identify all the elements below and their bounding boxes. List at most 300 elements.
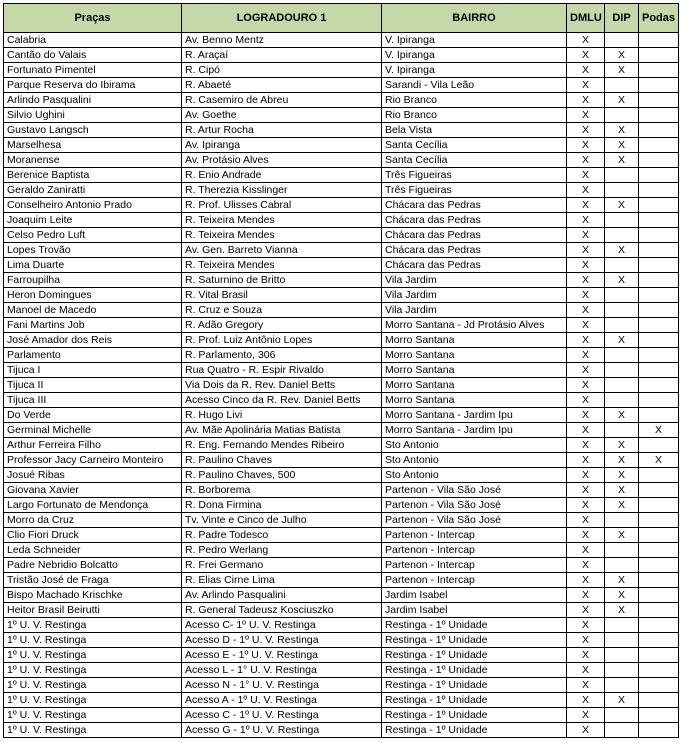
dmlu-cell: X xyxy=(567,378,605,393)
praca-cell: Germinal Michelle xyxy=(4,423,182,438)
praca-cell: Silvio Ughini xyxy=(4,108,182,123)
dip-cell xyxy=(605,393,639,408)
logradouro-cell: R. Prof. Ulisses Cabral xyxy=(182,198,382,213)
dmlu-cell: X xyxy=(567,153,605,168)
dip-cell: X xyxy=(605,453,639,468)
table-row xyxy=(4,723,679,738)
dip-cell xyxy=(605,513,639,528)
dip-cell: X xyxy=(605,693,639,708)
table-row xyxy=(4,333,679,348)
header-podas: Podas xyxy=(639,4,679,33)
bairro-cell: Rio Branco xyxy=(382,93,567,108)
table-row xyxy=(4,168,679,183)
praca-cell: Bispo Machado Krischke xyxy=(4,588,182,603)
dmlu-cell: X xyxy=(567,618,605,633)
dmlu-cell: X xyxy=(567,648,605,663)
logradouro-cell: Acesso N - 1° U. V. Restinga xyxy=(182,678,382,693)
table-body xyxy=(4,33,679,738)
praca-cell: Fani Martins Job xyxy=(4,318,182,333)
bairro-cell: Partenon - Vila São José xyxy=(382,483,567,498)
dmlu-cell: X xyxy=(567,603,605,618)
logradouro-cell: Acesso Cinco da R. Rev. Daniel Betts xyxy=(182,393,382,408)
dmlu-cell: X xyxy=(567,528,605,543)
praca-cell: Calabria xyxy=(4,33,182,48)
bairro-cell: Três Figueiras xyxy=(382,168,567,183)
praca-cell: Berenice Baptista xyxy=(4,168,182,183)
table-row xyxy=(4,423,679,438)
bairro-cell: Bela Vista xyxy=(382,123,567,138)
dip-cell xyxy=(605,168,639,183)
table-row xyxy=(4,348,679,363)
dip-cell xyxy=(605,708,639,723)
praca-cell: 1º U. V. Restinga xyxy=(4,618,182,633)
header-dmlu: DMLU xyxy=(567,4,605,33)
header-bairro: BAIRRO xyxy=(382,4,567,33)
table-row xyxy=(4,243,679,258)
logradouro-cell: Acesso C- 1º U. V. Restinga xyxy=(182,618,382,633)
logradouro-cell: R. Padre Todesco xyxy=(182,528,382,543)
bairro-cell: Morro Santana xyxy=(382,363,567,378)
dip-cell: X xyxy=(605,138,639,153)
dip-cell xyxy=(605,318,639,333)
dmlu-cell: X xyxy=(567,108,605,123)
dmlu-cell: X xyxy=(567,438,605,453)
logradouro-cell: R. Enio Andrade xyxy=(182,168,382,183)
dip-cell: X xyxy=(605,603,639,618)
praca-cell: 1º U. V. Restinga xyxy=(4,633,182,648)
logradouro-cell: Av. Ipiranga xyxy=(182,138,382,153)
bairro-cell: Chácara das Pedras xyxy=(382,258,567,273)
dip-cell: X xyxy=(605,468,639,483)
table-row xyxy=(4,183,679,198)
praca-cell: Josué Ribas xyxy=(4,468,182,483)
logradouro-cell: Av. Gen. Barreto Vianna xyxy=(182,243,382,258)
logradouro-cell: Acesso A - 1º U. V. Restinga xyxy=(182,693,382,708)
bairro-cell: Morro Santana xyxy=(382,348,567,363)
logradouro-cell: R. General Tadeusz Kosciuszko xyxy=(182,603,382,618)
podas-cell xyxy=(639,153,679,168)
bairro-cell: V. Ipiranga xyxy=(382,33,567,48)
podas-cell xyxy=(639,438,679,453)
table-row xyxy=(4,453,679,468)
bairro-cell: Chácara das Pedras xyxy=(382,213,567,228)
dip-cell xyxy=(605,348,639,363)
praca-cell: Parlamento xyxy=(4,348,182,363)
logradouro-cell: R. Araçaí xyxy=(182,48,382,63)
table-row xyxy=(4,363,679,378)
bairro-cell: Rio Branco xyxy=(382,108,567,123)
table-row xyxy=(4,288,679,303)
dip-cell xyxy=(605,183,639,198)
podas-cell xyxy=(639,333,679,348)
praca-cell: 1º U. V. Restinga xyxy=(4,678,182,693)
dip-cell: X xyxy=(605,48,639,63)
logradouro-cell: R. Adão Gregory xyxy=(182,318,382,333)
podas-cell xyxy=(639,243,679,258)
dmlu-cell: X xyxy=(567,543,605,558)
dmlu-cell: X xyxy=(567,588,605,603)
table-row xyxy=(4,303,679,318)
dip-cell xyxy=(605,213,639,228)
dmlu-cell: X xyxy=(567,408,605,423)
dip-cell: X xyxy=(605,153,639,168)
podas-cell xyxy=(639,723,679,738)
table-row xyxy=(4,543,679,558)
dip-cell: X xyxy=(605,333,639,348)
dip-cell: X xyxy=(605,483,639,498)
dmlu-cell: X xyxy=(567,273,605,288)
bairro-cell: Restinga - 1º Unidade xyxy=(382,633,567,648)
podas-cell xyxy=(639,663,679,678)
table-row xyxy=(4,33,679,48)
dip-cell xyxy=(605,108,639,123)
dmlu-cell: X xyxy=(567,393,605,408)
bairro-cell: Sto Antonio xyxy=(382,438,567,453)
dmlu-cell: X xyxy=(567,453,605,468)
praca-cell: Manoel de Macedo xyxy=(4,303,182,318)
praca-cell: Marselhesa xyxy=(4,138,182,153)
dmlu-cell: X xyxy=(567,123,605,138)
bairro-cell: Chácara das Pedras xyxy=(382,228,567,243)
podas-cell xyxy=(639,33,679,48)
dip-cell xyxy=(605,78,639,93)
podas-cell xyxy=(639,183,679,198)
podas-cell: X xyxy=(639,453,679,468)
podas-cell xyxy=(639,138,679,153)
logradouro-cell: R. Casemiro de Abreu xyxy=(182,93,382,108)
praca-cell: Arlindo Pasqualini xyxy=(4,93,182,108)
dmlu-cell: X xyxy=(567,423,605,438)
dip-cell xyxy=(605,558,639,573)
bairro-cell: Restinga - 1º Unidade xyxy=(382,663,567,678)
praca-cell: 1º U. V. Restinga xyxy=(4,693,182,708)
bairro-cell: Santa Cecília xyxy=(382,138,567,153)
table-row xyxy=(4,663,679,678)
podas-cell xyxy=(639,168,679,183)
table-row xyxy=(4,513,679,528)
podas-cell xyxy=(639,48,679,63)
table-row xyxy=(4,468,679,483)
table-row xyxy=(4,198,679,213)
table-row xyxy=(4,378,679,393)
table-row xyxy=(4,558,679,573)
dip-cell: X xyxy=(605,63,639,78)
logradouro-cell: R. Therezia Kisslinger xyxy=(182,183,382,198)
logradouro-cell: R. Teixeira Mendes xyxy=(182,228,382,243)
bairro-cell: Restinga - 1º Unidade xyxy=(382,693,567,708)
dmlu-cell: X xyxy=(567,468,605,483)
table-row xyxy=(4,318,679,333)
podas-cell xyxy=(639,678,679,693)
bairro-cell: Morro Santana xyxy=(382,378,567,393)
logradouro-cell: Tv. Vinte e Cinco de Julho xyxy=(182,513,382,528)
logradouro-cell: R. Pedro Werlang xyxy=(182,543,382,558)
dip-cell xyxy=(605,363,639,378)
table-row xyxy=(4,138,679,153)
dmlu-cell: X xyxy=(567,33,605,48)
praca-cell: Leda Schneider xyxy=(4,543,182,558)
table-row xyxy=(4,693,679,708)
dip-cell xyxy=(605,258,639,273)
podas-cell xyxy=(639,588,679,603)
praca-cell: Padre Nebridio Bolcatto xyxy=(4,558,182,573)
header-pracas: Praças xyxy=(4,4,182,33)
bairro-cell: Sarandi - Vila Leão xyxy=(382,78,567,93)
logradouro-cell: Rua Quatro - R. Espir Rivaldo xyxy=(182,363,382,378)
praca-cell: Conselheiro Antonio Prado xyxy=(4,198,182,213)
dmlu-cell: X xyxy=(567,513,605,528)
podas-cell: X xyxy=(639,423,679,438)
dip-cell xyxy=(605,288,639,303)
logradouro-cell: R. Teixeira Mendes xyxy=(182,258,382,273)
dmlu-cell: X xyxy=(567,93,605,108)
praca-cell: Tijuca II xyxy=(4,378,182,393)
table-row xyxy=(4,78,679,93)
bairro-cell: V. Ipiranga xyxy=(382,63,567,78)
dmlu-cell: X xyxy=(567,258,605,273)
dmlu-cell: X xyxy=(567,213,605,228)
praca-cell: 1º U. V. Restinga xyxy=(4,708,182,723)
bairro-cell: Sto Antonio xyxy=(382,453,567,468)
podas-cell xyxy=(639,213,679,228)
logradouro-cell: R. Cruz e Souza xyxy=(182,303,382,318)
podas-cell xyxy=(639,408,679,423)
dip-cell: X xyxy=(605,123,639,138)
podas-cell xyxy=(639,198,679,213)
podas-cell xyxy=(639,363,679,378)
praca-cell: Fortunato Pimentel xyxy=(4,63,182,78)
logradouro-cell: R. Paulino Chaves xyxy=(182,453,382,468)
dip-cell xyxy=(605,543,639,558)
table-row xyxy=(4,498,679,513)
dip-cell xyxy=(605,378,639,393)
logradouro-cell: R. Artur Rocha xyxy=(182,123,382,138)
dmlu-cell: X xyxy=(567,48,605,63)
logradouro-cell: R. Teixeira Mendes xyxy=(182,213,382,228)
logradouro-cell: Av. Arlindo Pasqualini xyxy=(182,588,382,603)
table-row xyxy=(4,213,679,228)
bairro-cell: Santa Cecília xyxy=(382,153,567,168)
podas-cell xyxy=(639,63,679,78)
dmlu-cell: X xyxy=(567,303,605,318)
logradouro-cell: R. Vital Brasil xyxy=(182,288,382,303)
podas-cell xyxy=(639,378,679,393)
praca-cell: Tijuca I xyxy=(4,363,182,378)
praca-cell: Cantão do Valais xyxy=(4,48,182,63)
logradouro-cell: R. Cipó xyxy=(182,63,382,78)
praca-cell: 1º U. V. Restinga xyxy=(4,663,182,678)
table-row xyxy=(4,63,679,78)
logradouro-cell: Acesso C - 1º U. V. Restinga xyxy=(182,708,382,723)
logradouro-cell: Via Dois da R. Rev. Daniel Betts xyxy=(182,378,382,393)
bairro-cell: Restinga - 1º Unidade xyxy=(382,618,567,633)
podas-cell xyxy=(639,303,679,318)
logradouro-cell: Acesso L - 1° U. V. Restinga xyxy=(182,663,382,678)
table-row xyxy=(4,438,679,453)
podas-cell xyxy=(639,483,679,498)
dmlu-cell: X xyxy=(567,63,605,78)
dmlu-cell: X xyxy=(567,483,605,498)
logradouro-cell: R. Borborema xyxy=(182,483,382,498)
bairro-cell: Vila Jardim xyxy=(382,303,567,318)
praca-cell: Clio Fiori Druck xyxy=(4,528,182,543)
praca-cell: Morro da Cruz xyxy=(4,513,182,528)
logradouro-cell: R. Elias Cirne Lima xyxy=(182,573,382,588)
bairro-cell: Restinga - 1º Unidade xyxy=(382,708,567,723)
praca-cell: Giovana Xavier xyxy=(4,483,182,498)
dmlu-cell: X xyxy=(567,228,605,243)
table-row xyxy=(4,588,679,603)
dip-cell: X xyxy=(605,438,639,453)
table-row xyxy=(4,618,679,633)
dip-cell: X xyxy=(605,273,639,288)
dmlu-cell: X xyxy=(567,333,605,348)
podas-cell xyxy=(639,573,679,588)
logradouro-cell: R. Dona Firmina xyxy=(182,498,382,513)
dmlu-cell: X xyxy=(567,348,605,363)
bairro-cell: Restinga - 1º Unidade xyxy=(382,678,567,693)
podas-cell xyxy=(639,708,679,723)
bairro-cell: Morro Santana - Jardim Ipu xyxy=(382,408,567,423)
dmlu-cell: X xyxy=(567,363,605,378)
bairro-cell: Partenon - Intercap xyxy=(382,528,567,543)
bairro-cell: Sto Antonio xyxy=(382,468,567,483)
podas-cell xyxy=(639,528,679,543)
podas-cell xyxy=(639,618,679,633)
bairro-cell: Partenon - Intercap xyxy=(382,558,567,573)
dmlu-cell: X xyxy=(567,678,605,693)
dip-cell xyxy=(605,423,639,438)
dmlu-cell: X xyxy=(567,723,605,738)
logradouro-cell: R. Parlamento, 306 xyxy=(182,348,382,363)
dmlu-cell: X xyxy=(567,243,605,258)
dmlu-cell: X xyxy=(567,498,605,513)
praca-cell: Geraldo Zaniratti xyxy=(4,183,182,198)
dmlu-cell: X xyxy=(567,288,605,303)
bairro-cell: Chácara das Pedras xyxy=(382,198,567,213)
bairro-cell: Chácara das Pedras xyxy=(382,243,567,258)
dip-cell: X xyxy=(605,573,639,588)
table-row xyxy=(4,123,679,138)
dmlu-cell: X xyxy=(567,168,605,183)
dip-cell xyxy=(605,33,639,48)
logradouro-cell: Acesso E - 1º U. V. Restinga xyxy=(182,648,382,663)
praca-cell: Arthur Ferreira Filho xyxy=(4,438,182,453)
spreadsheet xyxy=(3,3,678,738)
praca-cell: José Amador dos Reis xyxy=(4,333,182,348)
praca-cell: Tijuca III xyxy=(4,393,182,408)
podas-cell xyxy=(639,123,679,138)
table-row xyxy=(4,273,679,288)
header-logradouro: LOGRADOURO 1 xyxy=(182,4,382,33)
bairro-cell: Morro Santana xyxy=(382,333,567,348)
podas-cell xyxy=(639,108,679,123)
bairro-cell: Morro Santana - Jardim Ipu xyxy=(382,423,567,438)
logradouro-cell: Acesso D - 1º U. V. Restinga xyxy=(182,633,382,648)
table-row xyxy=(4,258,679,273)
logradouro-cell: R. Prof. Luiz Antônio Lopes xyxy=(182,333,382,348)
dmlu-cell: X xyxy=(567,633,605,648)
bairro-cell: Partenon - Intercap xyxy=(382,573,567,588)
dip-cell xyxy=(605,618,639,633)
praca-cell: Moranense xyxy=(4,153,182,168)
praca-cell: Largo Fortunato de Mendonça xyxy=(4,498,182,513)
dmlu-cell: X xyxy=(567,558,605,573)
podas-cell xyxy=(639,348,679,363)
podas-cell xyxy=(639,648,679,663)
dip-cell xyxy=(605,633,639,648)
logradouro-cell: R. Frei Germano xyxy=(182,558,382,573)
podas-cell xyxy=(639,468,679,483)
praca-cell: 1º U. V. Restinga xyxy=(4,723,182,738)
podas-cell xyxy=(639,393,679,408)
praca-cell: Heron Domingues xyxy=(4,288,182,303)
bairro-cell: Vila Jardim xyxy=(382,273,567,288)
table-row xyxy=(4,603,679,618)
logradouro-cell: R. Saturnino de Britto xyxy=(182,273,382,288)
podas-cell xyxy=(639,513,679,528)
logradouro-cell: R. Abaeté xyxy=(182,78,382,93)
table-row xyxy=(4,708,679,723)
praca-cell: Farroupilha xyxy=(4,273,182,288)
podas-cell xyxy=(639,288,679,303)
dip-cell: X xyxy=(605,198,639,213)
praca-cell: Heitor Brasil Beirutti xyxy=(4,603,182,618)
podas-cell xyxy=(639,273,679,288)
bairro-cell: Vila Jardim xyxy=(382,288,567,303)
bairro-cell: Morro Santana - Jd Protásio Alves xyxy=(382,318,567,333)
table-row xyxy=(4,648,679,663)
praca-cell: Parque Reserva do Ibirama xyxy=(4,78,182,93)
praca-cell: 1º U. V. Restinga xyxy=(4,648,182,663)
dmlu-cell: X xyxy=(567,318,605,333)
praca-cell: Gustavo Langsch xyxy=(4,123,182,138)
bairro-cell: Partenon - Vila São José xyxy=(382,498,567,513)
bairro-cell: Partenon - Vila São José xyxy=(382,513,567,528)
dip-cell xyxy=(605,678,639,693)
podas-cell xyxy=(639,228,679,243)
table-row xyxy=(4,408,679,423)
dip-cell: X xyxy=(605,588,639,603)
dip-cell xyxy=(605,723,639,738)
bairro-cell: Restinga - 1º Unidade xyxy=(382,648,567,663)
logradouro-cell: R. Hugo Livi xyxy=(182,408,382,423)
dmlu-cell: X xyxy=(567,183,605,198)
table-row xyxy=(4,573,679,588)
table-row xyxy=(4,153,679,168)
table-row xyxy=(4,678,679,693)
praca-cell: Joaquim Leite xyxy=(4,213,182,228)
table-row xyxy=(4,228,679,243)
dip-cell: X xyxy=(605,408,639,423)
dmlu-cell: X xyxy=(567,573,605,588)
table-row xyxy=(4,108,679,123)
podas-cell xyxy=(639,558,679,573)
praca-cell: Lopes Trovão xyxy=(4,243,182,258)
dmlu-cell: X xyxy=(567,138,605,153)
bairro-cell: Jardim Isabel xyxy=(382,588,567,603)
dip-cell xyxy=(605,303,639,318)
bairro-cell: Restinga - 1º Unidade xyxy=(382,723,567,738)
dmlu-cell: X xyxy=(567,663,605,678)
podas-cell xyxy=(639,318,679,333)
bairro-cell: Três Figueiras xyxy=(382,183,567,198)
podas-cell xyxy=(639,78,679,93)
dip-cell: X xyxy=(605,498,639,513)
table-row xyxy=(4,393,679,408)
praca-cell: Celso Pedro Luft xyxy=(4,228,182,243)
logradouro-cell: Av. Protásio Alves xyxy=(182,153,382,168)
